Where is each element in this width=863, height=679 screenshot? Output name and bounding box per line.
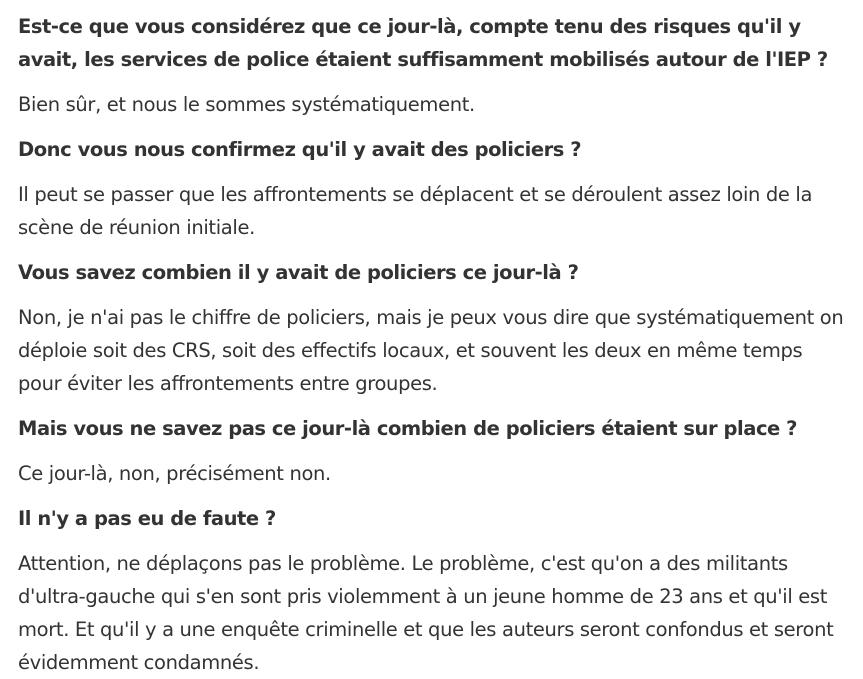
question-5: Il n'y a pas eu de faute ? <box>18 507 276 530</box>
answer-5: Attention, ne déplaçons pas le problème. Le problème, c'est qu'on a des militants d'ultra-gauche qui s'en sont pris violemment à un jeune homme de 23 ans et qu'il est mort. Et qu'il y a une enquête criminelle et que les auteurs seront confondus et seront évidemment condamnés. <box>18 552 834 674</box>
answer-3: Non, je n'ai pas le chiffre de policiers, mais je peux vous dire que systématiquement on déploie soit des CRS, soit des effectifs locaux, et souvent les deux en même temps pour éviter les affrontements entre groupes. <box>18 306 844 395</box>
question-1: Est-ce que vous considérez que ce jour-là, compte tenu des risques qu'il y avait, les services de police étaient suffisamment mobilisés autour de l'IEP ? <box>18 15 828 71</box>
answer-1: Bien sûr, et nous le sommes systématiquement. <box>18 93 475 116</box>
answer-4: Ce jour-là, non, précisément non. <box>18 462 331 485</box>
question-3: Vous savez combien il y avait de policiers ce jour-là ? <box>18 261 579 284</box>
question-4: Mais vous ne savez pas ce jour-là combien de policiers étaient sur place ? <box>18 417 798 440</box>
question-2: Donc vous nous confirmez qu'il y avait des policiers ? <box>18 138 582 161</box>
answer-2: Il peut se passer que les affrontements se déplacent et se déroulent assez loin de la scène de réunion initiale. <box>18 183 813 239</box>
